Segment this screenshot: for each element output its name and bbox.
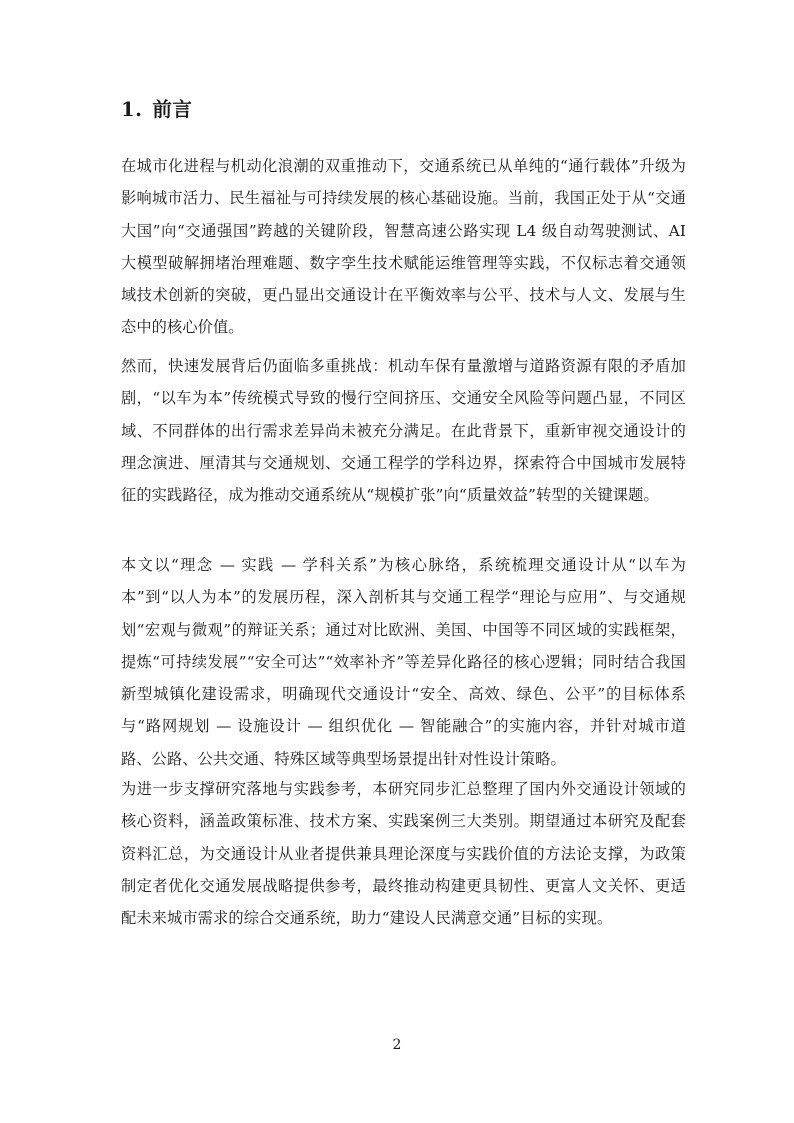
section-heading	[121, 96, 192, 124]
section-number: 1.	[121, 98, 143, 121]
paragraph-2: 然而，快速发展背后仍面临多重挑战：机动车保有量激增与道路资源有限的矛盾加剧，“以车为本”传统模式导致的慢行空间挤压、交通安全风险等问题凸显，不同区域、不同群体的出行需求差异尚未被充分满足。在此背景下，重新审视交通设计的理念演进、厘清其与交通规划、交通工程学的学科边界，探索符合中国城市发展特征的实践路径，成为推动交通系统从“规模扩张”向“质量效益”转型的关键课题。	[121, 357, 686, 505]
paragraph-4: 为进一步支撑研究落地与实践参考，本研究同步汇总整理了国内外交通设计领域的核心资料，涵盖政策标准、技术方案、实践案例三大类别。期望通过本研究及配套资料汇总，为交通设计从业者提供兼具理论深度与实践价值的方法论支撑，为政策制定者优化交通发展战略提供参考，最终推动构建更具韧性、更富人文关怀、更适配未来城市需求的综合交通系统，助力“建设人民满意交通”目标的实现。	[121, 780, 686, 928]
page-number: 2	[392, 1037, 402, 1053]
paragraph-3: 本文以“理念 — 实践 — 学科关系”为核心脉络，系统梳理交通设计从“以车为本”到“以人为本”的发展历程，深入剖析其与交通工程学“理论与应用”、与交通规划“宏观与微观”的辩证关系；通过对比欧洲、美国、中国等不同区域的实践框架，提炼“可持续发展”“安全可达”“效率补齐”等差异化路径的核心逻辑；同时结合我国新型城镇化建设需求，明确现代交通设计“安全、高效、绿色、公平”的目标体系与“路网规划 — 设施设计 — 组织优化 — 智能融合”的实施内容，并针对城市道路、公路、公共交通、特殊区域等典型场景提出针对性设计策略。	[121, 556, 686, 768]
paragraph-1: 在城市化进程与机动化浪潮的双重推动下，交通系统已从单纯的“通行载体”升级为影响城市活力、民生福祉与可持续发展的核心基础设施。当前，我国正处于从“交通大国”向“交通强国”跨越的关键阶段，智慧高速公路实现 L4 级自动驾驶测试、AI 大模型破解拥堵治理难题、数字孪生技术赋能运维管理等实践，不仅标志着交通领域技术创新的突破，更凸显出交通设计在平衡效率与公平、技术与人文、发展与生态中的核心价值。	[121, 157, 686, 337]
section-title: 前言	[152, 98, 193, 121]
